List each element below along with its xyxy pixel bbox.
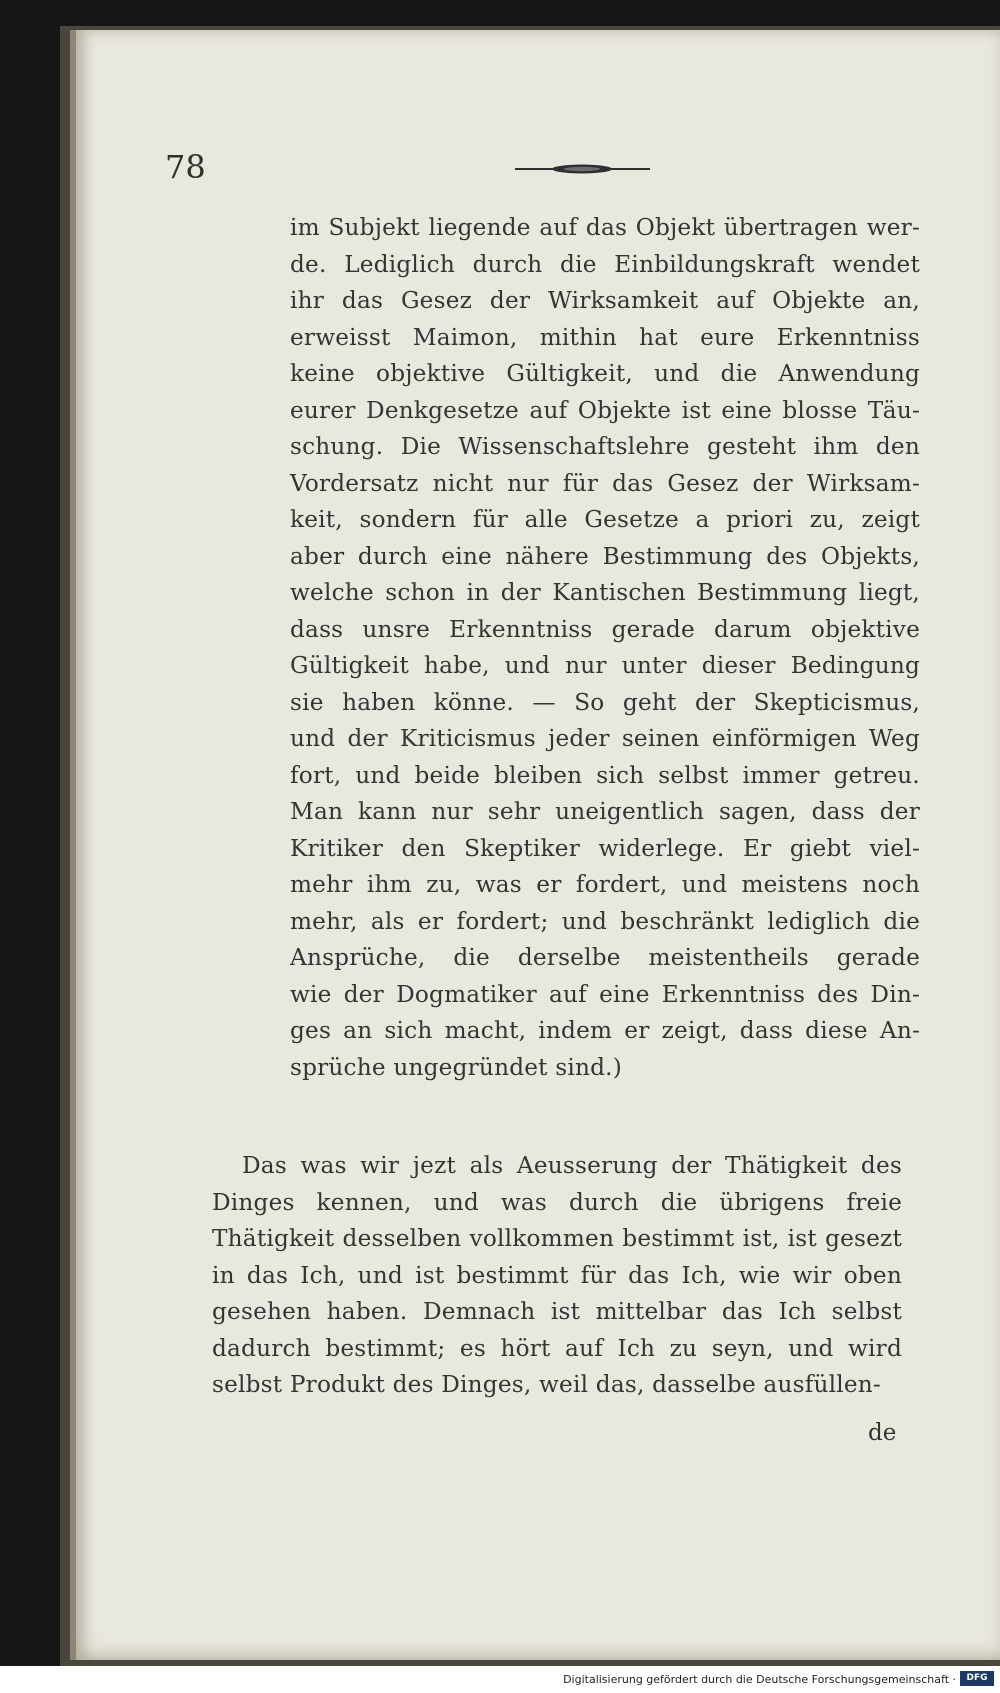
- text-line: dass unsre Erkenntniss gerade darum objektive: [290, 615, 920, 643]
- text-line: keit, sondern für alle Gesetze a priori zu, zeigt: [290, 506, 920, 533]
- text-line: im Subjekt liegende auf das Objekt übertragen wer-: [290, 214, 920, 241]
- paragraph-2: [212, 1148, 902, 1404]
- text-line: selbst Produkt des Dinges, weil das, dasselbe ausfüllen-: [212, 1371, 881, 1398]
- ornament-divider: [515, 158, 650, 180]
- text-line: Das was wir jezt als Aeusserung der Thätigkeit des: [242, 1152, 902, 1179]
- catchword: de: [868, 1420, 897, 1446]
- page-number: 78: [165, 148, 206, 186]
- paragraph-1: [290, 210, 920, 1086]
- text-line: Vordersatz nicht nur für das Gesez der Wirksam-: [290, 469, 920, 497]
- text-line: mehr ihm zu, was er fordert, und meistens noch: [290, 871, 920, 898]
- text-line: in das Ich, und ist bestimmt für das Ich, wie wir oben: [212, 1261, 902, 1289]
- text-line: und der Kriticismus jeder seinen einförmigen Weg: [290, 725, 920, 752]
- dfg-logo: DFG: [960, 1671, 994, 1686]
- text-line: Dinges kennen, und was durch die übrigens freie: [212, 1188, 902, 1216]
- text-line: Man kann nur sehr uneigentlich sagen, dass der: [290, 798, 920, 825]
- text-line: ges an sich macht, indem er zeigt, dass diese An-: [290, 1017, 920, 1044]
- text-line: welche schon in der Kantischen Bestimmung liegt,: [290, 579, 920, 606]
- text-line: fort, und beide bleiben sich selbst immer getreu.: [290, 761, 920, 789]
- text-line: Kritiker den Skeptiker widerlege. Er giebt viel-: [290, 834, 920, 862]
- text-line: Gültigkeit habe, und nur unter dieser Bedingung: [290, 652, 920, 679]
- text-line: Thätigkeit desselben vollkommen bestimmt ist, ist gesezt: [212, 1225, 902, 1252]
- text-line: erweisst Maimon, mithin hat eure Erkenntniss: [290, 323, 920, 351]
- text-line: de. Lediglich durch die Einbildungskraft wendet: [290, 250, 920, 278]
- text-line: mehr, als er fordert; und beschränkt lediglich die: [290, 907, 920, 935]
- text-line: gesehen haben. Demnach ist mittelbar das Ich selbst: [212, 1298, 902, 1325]
- text-line: eurer Denkgesetze auf Objekte ist eine blosse Täu-: [290, 396, 920, 424]
- text-line: keine objektive Gültigkeit, und die Anwendung: [290, 360, 920, 387]
- text-line: wie der Dogmatiker auf eine Erkenntniss des Din-: [290, 980, 920, 1008]
- text-line: sprüche ungegründet sind.): [290, 1053, 622, 1081]
- text-line: Ansprüche, die derselbe meistentheils gerade: [290, 944, 920, 971]
- text-line: schung. Die Wissenschaftslehre gesteht ihm den: [290, 433, 920, 460]
- funding-notice: Digitalisierung gefördert durch die Deutsche Forschungsgemeinschaft ·: [563, 1673, 956, 1686]
- text-line: sie haben könne. — So geht der Skepticismus,: [290, 688, 920, 716]
- text-line: ihr das Gesez der Wirksamkeit auf Objekte an,: [290, 287, 920, 314]
- text-line: aber durch eine nähere Bestimmung des Objekts,: [290, 542, 920, 570]
- text-line: dadurch bestimmt; es hört auf Ich zu seyn, und wird: [212, 1334, 902, 1362]
